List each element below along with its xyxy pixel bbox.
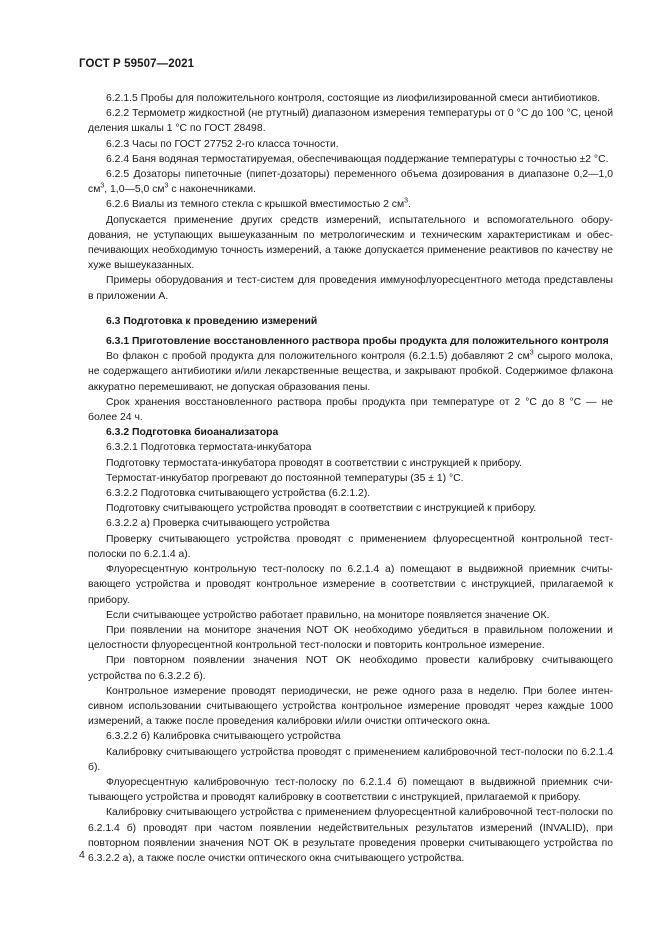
subsection-heading-6-3-2: 6.3.2 Подготовка биоанализатора: [106, 427, 279, 439]
superscript: 3: [100, 182, 105, 190]
paragraph-storage-term: Срок хранения восстановленного раствора пробы продукта при температуре от 2 °С до 8 °С — не более 24 ч.: [88, 396, 613, 424]
paragraph-equipment-allowance: Допускается применение других средств измерений, испытательного и вспомогательного оборудования, не уступающих вышеуказанным по метрологическим и техническим характеристикам и обеспечивающих необходимую точность измерений, а также допускается применение реактивов по качеству не хуже вышеуказанных.: [88, 214, 613, 272]
paragraph-control-strip: Флуоресцентную контрольную тест-полоску по 6.2.1.4 а) помещают в выдвижной приемник считывающего устройства и проводят контрольное измерение в соответствии с инструкцией, прилагаемой к прибору.: [88, 564, 613, 606]
subsection-heading-6-3-1: 6.3.1 Приготовление восстановленного раствора пробы продукта для положительного контроля: [106, 336, 609, 348]
paragraph-6-2-5: [88, 167, 613, 197]
page-number: 4: [79, 849, 85, 861]
paragraph-6-2-5-text-c: с наконечниками.: [168, 184, 256, 196]
paragraph-6-2-3: 6.2.3 Часы по ГОСТ 27752 2-го класса точности.: [106, 138, 339, 150]
document-body: [88, 91, 613, 866]
paragraph-6-2-1-5: 6.2.1.5 Пробы для положительного контроля, состоящие из лиофилизированной смеси антибиотиков.: [106, 93, 601, 104]
paragraph-calibration: Калибровку считывающего устройства проводят с применением калибровочной тест-полоски по 6.2.1.4 б).: [88, 746, 613, 773]
paragraph-calibration-strip: Флуоресцентную калибровочную тест-полоску по 6.2.1.4 б) помещают в выдвижной приемник считывающего устройства и проводят калибровку в соответствии с инструкцией, прилагаемой к прибору.: [88, 776, 613, 804]
standard-code-header: ГОСТ Р 59507—2021: [79, 58, 195, 70]
paragraph-reader-check: Проверку считывающего устройства проводят с применением флуоресцентной контрольной тест-полоски по 6.2.1.4 а).: [88, 533, 613, 560]
paragraph-reconstitution-text-a: Во флакон с пробой продукта для положительного контроля (6.2.1.5) добавляют 2 см: [106, 351, 530, 363]
section-heading-6-3: 6.3 Подготовка к проведению измерений: [106, 315, 318, 327]
superscript: 3: [404, 197, 409, 205]
paragraph-6-2-5-text-a: 6.2.5 Дозаторы пипеточные (пипет-дозаторы) переменного объема дозирования в диапазоне 0,2—1,0 см: [88, 169, 613, 196]
paragraph-6-2-2: 6.2.2 Термометр жидкостной (не ртутный) диапазоном измерения температуры от 0 °С до 100 °С, ценой деления шкалы 1 °С по ГОСТ 28498.: [88, 108, 613, 135]
paragraph-6-2-4: 6.2.4 Баня водяная термостатируемая, обеспечивающая поддержание температуры с точностью ±2 °С.: [106, 153, 609, 165]
paragraph-6-2-5-text-b: , 1,0—5,0 см: [104, 184, 165, 196]
superscript: 3: [164, 182, 169, 190]
paragraph-repeat-not-ok: При повторном появлении значения NOT OK необходимо провести калибровку считывающего устройства по 6.3.2.2 б).: [88, 655, 613, 682]
paragraph-reconstitution-text-b: сырого молока, не содержащего антибиотики и/или лекарственные вещества, и закрывают пробкой. Содержимое флакона аккуратно перемешивают, не допуская образования пены.: [88, 351, 613, 393]
paragraph-6-2-6-text-b: .: [408, 199, 411, 211]
paragraph-equipment-examples: Примеры оборудования и тест-систем для проведения иммунофлуоресцентного метода представлены в приложении А.: [88, 275, 613, 302]
paragraph-not-ok: При появлении на мониторе значения NOT OK необходимо убедиться в правильном положении и целостности флуоресцентной контрольной тест-полоски и повторить контрольное измерение.: [88, 624, 613, 652]
paragraph-ok-value: Если считывающее устройство работает правильно, на мониторе появляется значение ОК.: [106, 609, 550, 621]
paragraph-incubator-prep: Подготовку термостата-инкубатора проводят в соответствии с инструкцией к прибору.: [106, 457, 522, 469]
paragraph-incubator-temp: Термостат-инкубатор прогревают до постоянной температуры (35 ± 1) °С.: [106, 472, 464, 484]
paragraph-control-frequency: Контрольное измерение проводят периодически, не реже одного раза в неделю. При более интенсивном использовании считывающего устройства контрольное измерение проводят через каждые 1000 измерений, а также после проведения калибровки и/или очистки оптического окна.: [88, 685, 613, 728]
paragraph-6-2-6-text-a: 6.2.6 Виалы из темного стекла с крышкой вместимостью 2 см: [106, 199, 405, 211]
paragraph-6-3-2-1: 6.3.2.1 Подготовка термостата-инкубатора: [106, 442, 312, 454]
paragraph-6-3-2-2-a: 6.3.2.2 а) Проверка считывающего устройства: [106, 518, 330, 530]
paragraph-reader-prep: Подготовку считывающего устройства проводят в соответствии с инструкцией к прибору.: [106, 503, 537, 515]
paragraph-6-3-2-2: 6.3.2.2 Подготовка считывающего устройства (6.2.1.2).: [106, 488, 371, 500]
paragraph-6-3-2-2-b: 6.3.2.2 б) Калибровка считывающего устройства: [106, 731, 341, 743]
paragraph-calibration-conditions: Калибровку считывающего устройства с применением флуоресцентной калибровочной тест-полоски по 6.2.1.4 б) проводят при частом появлении недействительных результатов измерений (INVALID), при повторном появлении значения NOT OK в результате проведения проверки считывающего устройства по 6.3.2.2 а), а также после очистки оптического окна считывающего устройства.: [88, 807, 613, 864]
paragraph-6-2-6: [88, 197, 613, 212]
superscript: 3: [529, 349, 534, 357]
paragraph-reconstitution: [88, 349, 613, 395]
